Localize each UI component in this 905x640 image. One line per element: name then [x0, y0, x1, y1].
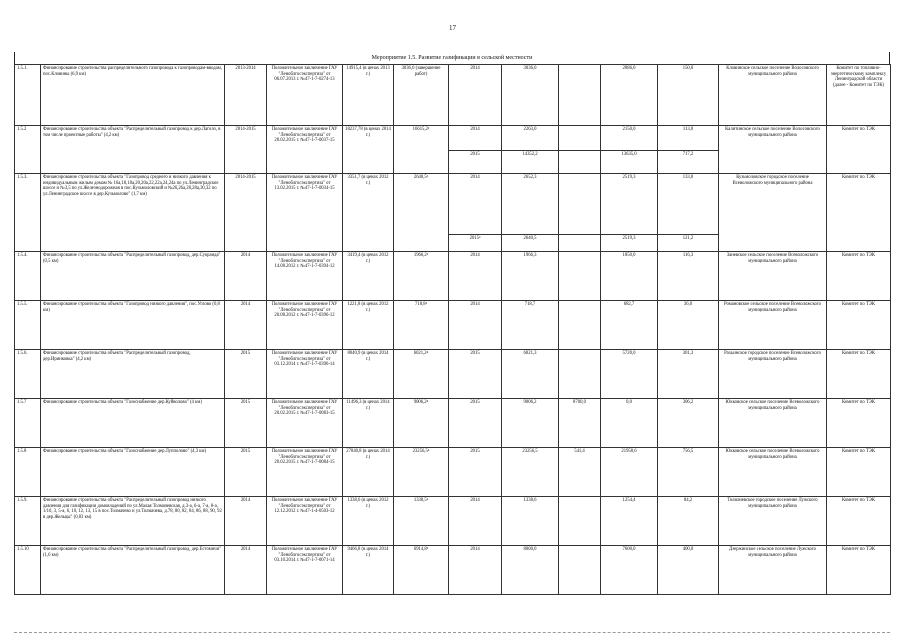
remaining-cost: 16615,2²	[394, 126, 449, 174]
table-body	[15, 65, 891, 595]
estimated-cost: 1221,8 (в ценах 2012 г.)	[343, 301, 394, 350]
funding-year: 2014	[449, 126, 502, 151]
table-row	[15, 252, 891, 301]
funding-local: 400,0	[658, 546, 719, 595]
row-number: 1.5.4.	[15, 252, 41, 301]
expertise-conclusion: Положительное заключение ГАУ "Леноблгосэкспертиза" от 20.02.2015 г. №47-1-7-0084-15	[267, 448, 343, 497]
funding-total: 9006,2	[502, 399, 559, 448]
row-number: 1.5.10	[15, 546, 41, 595]
recipient: Дзержинское сельское поселение Лужского муниципального района	[719, 546, 827, 595]
estimated-cost: 3351,7 (в ценах 2012 г.)	[343, 174, 394, 252]
funding-year: 2014	[449, 174, 502, 235]
estimated-cost: 9466,8 (в ценах 2014 г.)	[343, 546, 394, 595]
recipient: Юкковское сельское поселение Всеволожского муниципального района	[719, 448, 827, 497]
estimated-cost: 18237,78 (в ценах 2014 г.)	[343, 126, 394, 174]
table-row	[15, 126, 891, 151]
expertise-conclusion: Положительное заключение ГАУ "Леноблгосэкспертиза" от 14.08.2012 г. №47-1-7-0394-12	[267, 252, 343, 301]
responsible: Комитет по ТЭК	[827, 252, 891, 301]
period: 2014-2015	[225, 174, 267, 252]
funding-total: 14352,2	[502, 151, 559, 174]
expertise-conclusion: Положительное заключение ГАУ "Леноблгосэкспертиза" от 06.07.2013 г. №47-1-7-0274-13	[267, 65, 343, 126]
funding-regional: 682,7	[601, 301, 658, 350]
funding-year: 2014	[449, 546, 502, 595]
funding-year: 2014	[449, 497, 502, 546]
period: 2014	[225, 497, 267, 546]
period: 2015	[225, 399, 267, 448]
object-name: Финансирование строительства объекта "Газопровод среднего и низкого давления к индивидуальным жилым домам № 16а,18,18а,20,20а,22,22а,24,24а по ул.Ленинградское шоссе и №3,5 по ул.Железнодорожная в пос.Кузьмоловский и №26,26а,28,28а,30,32 по ул.Ленинградское шоссе в дер.Кузьмолово" (1,7 км)	[41, 174, 225, 252]
funding-local: 84,2	[658, 497, 719, 546]
funding-local: 756,5	[658, 448, 719, 497]
funding-year: 2015	[449, 399, 502, 448]
program-table-sheet	[14, 52, 890, 595]
funding-federal	[559, 252, 601, 301]
expertise-conclusion: Положительное заключение ГАУ "Леноблгосэкспертиза" от 20.08.2012 г. №47-1-7-0396-12	[267, 301, 343, 350]
table-row	[15, 301, 891, 350]
funding-regional: 13635,0	[601, 151, 658, 174]
object-name: Финансирование строительства объекта "Распределительный газопровод, дер.Естомичи" (1,6 км)	[41, 546, 225, 595]
funding-federal	[559, 65, 601, 126]
row-number: 1.5.5.	[15, 301, 41, 350]
recipient: Кузьмоловское городское поселение Всеволожского муниципального района	[719, 174, 827, 252]
funding-local: 150,0	[658, 65, 719, 126]
funding-federal	[559, 301, 601, 350]
funding-federal	[559, 235, 601, 252]
estimated-cost: 11496,3 (в ценах 2014 г.)	[343, 399, 394, 448]
funding-total: 1338,6	[502, 497, 559, 546]
section-title: Мероприятие 1.5. Развитие газификации в сельской местности	[14, 52, 890, 64]
responsible: Комитет по ТЭК	[827, 126, 891, 174]
responsible: Комитет по ТЭК	[827, 448, 891, 497]
measures-table	[14, 64, 891, 595]
funding-regional: 1254,4	[601, 497, 658, 546]
table-row	[15, 399, 891, 448]
row-number: 1.5.6.	[15, 350, 41, 399]
funding-year: 2015	[449, 151, 502, 174]
responsible: Комитет по ТЭК	[827, 497, 891, 546]
funding-regional: 2886,0	[601, 65, 658, 126]
estimated-cost: 3419,4 (в ценах 2012 г.)	[343, 252, 394, 301]
remaining-cost: 1338,5²	[394, 497, 449, 546]
remaining-cost: 23256,5⁴	[394, 448, 449, 497]
page-bottom-rule	[14, 632, 890, 633]
object-name: Финансирование строительства объекта "Газоснабжение дер.Куйволово" (4 км)	[41, 399, 225, 448]
table-row	[15, 350, 891, 399]
estimated-cost: 27840,8 (в ценах 2014 г.)	[343, 448, 394, 497]
funding-regional: 1850,0	[601, 252, 658, 301]
recipient: Рахьинское городское поселение Всеволожского муниципального района	[719, 350, 827, 399]
funding-local: 133,0	[658, 174, 719, 235]
remaining-cost: 1966,2²	[394, 252, 449, 301]
remaining-cost: 2640,5³	[394, 174, 449, 252]
recipient: Толмачевское городское поселение Лужского муниципального района	[719, 497, 827, 546]
recipient: Романовское сельское поселение Всеволожского муниципального района	[719, 301, 827, 350]
funding-year: 2014	[449, 252, 502, 301]
responsible: Комитет по ТЭК	[827, 174, 891, 252]
funding-local: 301,3	[658, 350, 719, 399]
object-name: Финансирование строительства объекта "Распределительный газопровод низкого давления для газификации домовладений по ул.Малая Толмачевская, д.3-а, 6-а, 7-а, 8-а, 1/10, 3, 5-а, 6, 10, 12, 13, 15 в пос.Толмачево и ул.Толмачева, д.78, 80, 82, 84, 86, 88, 90, 92 в дер.Жельцы" (0,83 км)	[41, 497, 225, 546]
funding-total: 23256,5	[502, 448, 559, 497]
funding-federal: 541,4	[559, 448, 601, 497]
expertise-conclusion: Положительное заключение ГАУ "Леноблгосэкспертиза" от 13.02.2015 г. №47-1-7-0034-15	[267, 174, 343, 252]
funding-total: 2263,0	[502, 126, 559, 151]
table-row	[15, 174, 891, 235]
funding-regional: 7600,0	[601, 546, 658, 595]
expertise-conclusion: Положительное заключение ГАУ "Леноблгосэкспертиза" от 12.12.2012 г. №47-1-4-0503-12	[267, 497, 343, 546]
funding-federal	[559, 497, 601, 546]
responsible: Комитет по ТЭК	[827, 546, 891, 595]
responsible: Комитет по ТЭК	[827, 399, 891, 448]
funding-federal	[559, 174, 601, 235]
recipient: Юкковское сельское поселение Всеволожского муниципального района	[719, 399, 827, 448]
funding-total: 2652,3	[502, 174, 559, 235]
funding-local: 306,2	[658, 399, 719, 448]
funding-local: 36,0	[658, 301, 719, 350]
object-name: Финансирование строительства распределительного газопровода к газопроводам-вводам, пос.Кловины (6,9 км)	[41, 65, 225, 126]
funding-federal	[559, 546, 601, 595]
object-name: Финансирование строительства объекта "Распределительный газопровод, дер.Суоранда" (0,5 км)	[41, 252, 225, 301]
funding-total: 3036,0	[502, 65, 559, 126]
responsible: Комитет по ТЭК	[827, 350, 891, 399]
funding-local: 113,0	[658, 126, 719, 151]
estimated-cost: 1338,6 (в ценах 2012 г.)	[343, 497, 394, 546]
estimated-cost: 14915,4 (в ценах 2013 г.)	[343, 65, 394, 126]
expertise-conclusion: Положительное заключение ГАУ "Леноблгосэкспертиза" от 20.02.2015 г. №47-1-7-0083-15	[267, 399, 343, 448]
funding-regional: 2519,3	[601, 235, 658, 252]
remaining-cost: 6021,2⁴	[394, 350, 449, 399]
funding-year: 2015³	[449, 235, 502, 252]
estimated-cost: 8040,9 (в ценах 2014 г.)	[343, 350, 394, 399]
remaining-cost: 6914,8²	[394, 546, 449, 595]
row-number: 1.5.9.	[15, 497, 41, 546]
period: 2015	[225, 448, 267, 497]
funding-federal	[559, 126, 601, 151]
remaining-cost: 3036,0 (завершение работ)	[394, 65, 449, 126]
funding-local: 116,3	[658, 252, 719, 301]
table-row	[15, 497, 891, 546]
funding-year: 2014	[449, 65, 502, 126]
funding-year: 2015	[449, 448, 502, 497]
funding-year: 2014	[449, 301, 502, 350]
row-number: 1.5.1.	[15, 65, 41, 126]
object-name: Финансирование строительства объекта "Распределительный газопровод к дер.Лаголо, в том числе проектные работы" (4,2 км)	[41, 126, 225, 174]
expertise-conclusion: Положительное заключение ГАУ "Леноблгосэкспертиза" от 03.10.2014 г. №47-1-7-0071-14	[267, 546, 343, 595]
row-number: 1.5.3.	[15, 174, 41, 252]
funding-local: 121,2	[658, 235, 719, 252]
funding-regional: 2150,0	[601, 126, 658, 151]
responsible: Комитет по ТЭК	[827, 301, 891, 350]
funding-total: 2640,5	[502, 235, 559, 252]
object-name: Финансирование строительства объекта "Газопровод низкого давления", пос.Углово (0,8 км)	[41, 301, 225, 350]
page-number: 17	[449, 24, 456, 32]
period: 2014	[225, 546, 267, 595]
funding-regional: 0,0	[601, 399, 658, 448]
row-number: 1.5.8	[15, 448, 41, 497]
funding-federal	[559, 350, 601, 399]
funding-federal: 8700,0	[559, 399, 601, 448]
funding-regional: 2519,3	[601, 174, 658, 235]
object-name: Финансирование строительства объекта "Газоснабжение дер.Лупполово" (4,3 км)	[41, 448, 225, 497]
table-row	[15, 546, 891, 595]
period: 2014-2015	[225, 126, 267, 174]
funding-total: 1966,3	[502, 252, 559, 301]
row-number: 1.5.7	[15, 399, 41, 448]
funding-year: 2015	[449, 350, 502, 399]
recipient: Калитинское сельское поселение Волосовского муниципального района	[719, 126, 827, 174]
recipient: Заневское сельское поселение Всеволожского муниципального района	[719, 252, 827, 301]
period: 2014	[225, 252, 267, 301]
table-row	[15, 65, 891, 126]
funding-federal	[559, 151, 601, 174]
recipient: Кловинское сельское поселение Волосовского муниципального района	[719, 65, 827, 126]
funding-regional: 21958,6	[601, 448, 658, 497]
period: 2015	[225, 350, 267, 399]
funding-total: 8000,0	[502, 546, 559, 595]
funding-total: 6021,3	[502, 350, 559, 399]
funding-regional: 5720,0	[601, 350, 658, 399]
row-number: 1.5.2	[15, 126, 41, 174]
expertise-conclusion: Положительное заключение ГАУ "Леноблгосэкспертиза" от 28.02.2015 г. №47-1-7-0037-15	[267, 126, 343, 174]
funding-total: 718,7	[502, 301, 559, 350]
table-row	[15, 448, 891, 497]
remaining-cost: 718,8²	[394, 301, 449, 350]
period: 2014	[225, 301, 267, 350]
period: 2013-2014	[225, 65, 267, 126]
responsible: Комитет по топливно-энергетическому комплексу Ленинградской области (далее - Комитет по ТЭК)	[827, 65, 891, 126]
expertise-conclusion: Положительное заключение ГАУ "Леноблгосэкспертиза" от 03.12.2014 г. №47-1-7-0396-14	[267, 350, 343, 399]
remaining-cost: 9006,2⁴	[394, 399, 449, 448]
object-name: Финансирование строительства объекта "Распределительный газопровод, дер.Иринковка" (4,2 км)	[41, 350, 225, 399]
funding-local: 717,2	[658, 151, 719, 174]
